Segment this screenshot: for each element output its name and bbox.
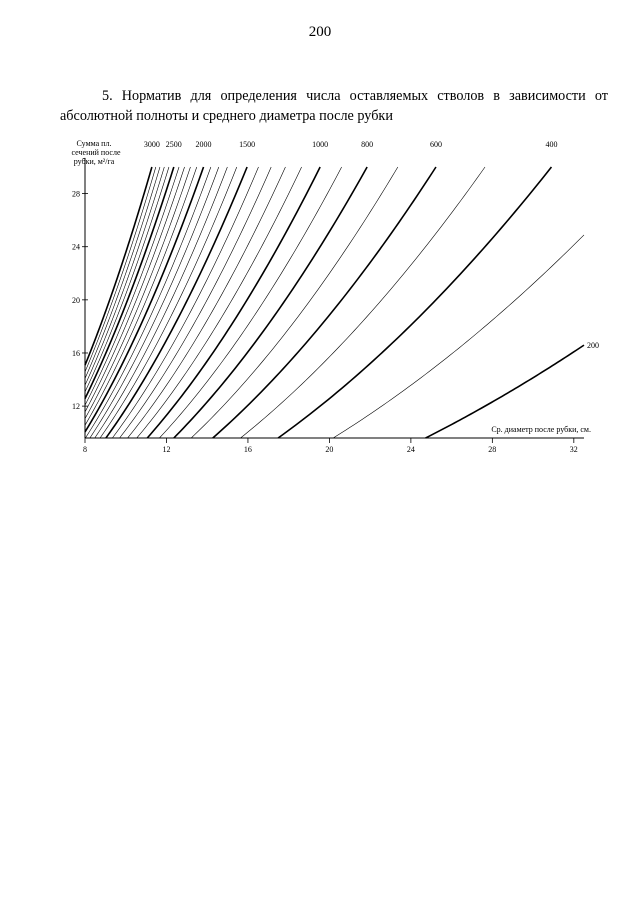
y-axis-title-line-1: Сумма пл. [76,139,112,148]
curve-label-400: 400 [545,140,558,149]
y-tick-label-16: 16 [72,349,80,358]
curve-400 [278,167,551,438]
curves-group [85,167,584,438]
x-tick-label-20: 20 [325,445,334,454]
y-tick-label-12: 12 [72,402,80,412]
x-axis-title: Ср. диаметр после рубки, см. [491,425,591,434]
x-tick-label-8: 8 [83,445,87,454]
curve-label-600: 600 [430,140,442,149]
curve-label-3000: 3000 [143,140,160,149]
curve-label-200: 200 [587,341,599,351]
y-axis-title-line-2: сечений после [71,148,121,157]
x-tick-label-32: 32 [569,445,578,454]
page-number: 200 [308,24,332,40]
y-axis-title-line-3: рубки, м²/га [73,157,115,166]
curve-3000 [85,167,152,365]
curve-labels-group [144,140,599,350]
curve-label-1500: 1500 [239,140,256,149]
curve-label-800: 800 [361,140,374,149]
y-tick-label-28: 28 [72,189,80,199]
chart-heading: 5. Норматив для определения числа оставляемых стволов в зависимости от абсолютной полноты и среднего диаметра после рубки [60,88,608,124]
curve-label-2000: 2000 [195,140,212,149]
y-tick-label-20: 20 [72,295,80,305]
curve-2500 [85,167,174,399]
x-tick-label-24: 24 [406,445,415,454]
x-tick-label-16: 16 [243,445,252,454]
curve-700 [191,167,398,438]
curve-1000 [147,167,320,438]
curve-label-1000: 1000 [312,140,329,149]
x-tick-label-28: 28 [488,445,497,454]
y-tick-label-24: 24 [72,242,80,252]
x-tick-label-12: 12 [162,445,171,454]
curve-label-2500: 2500 [165,140,182,149]
curve-800 [174,167,367,438]
curve-300 [333,235,584,438]
curve-2000 [85,167,204,432]
curve-1100 [137,167,302,438]
curve-500 [241,167,486,438]
